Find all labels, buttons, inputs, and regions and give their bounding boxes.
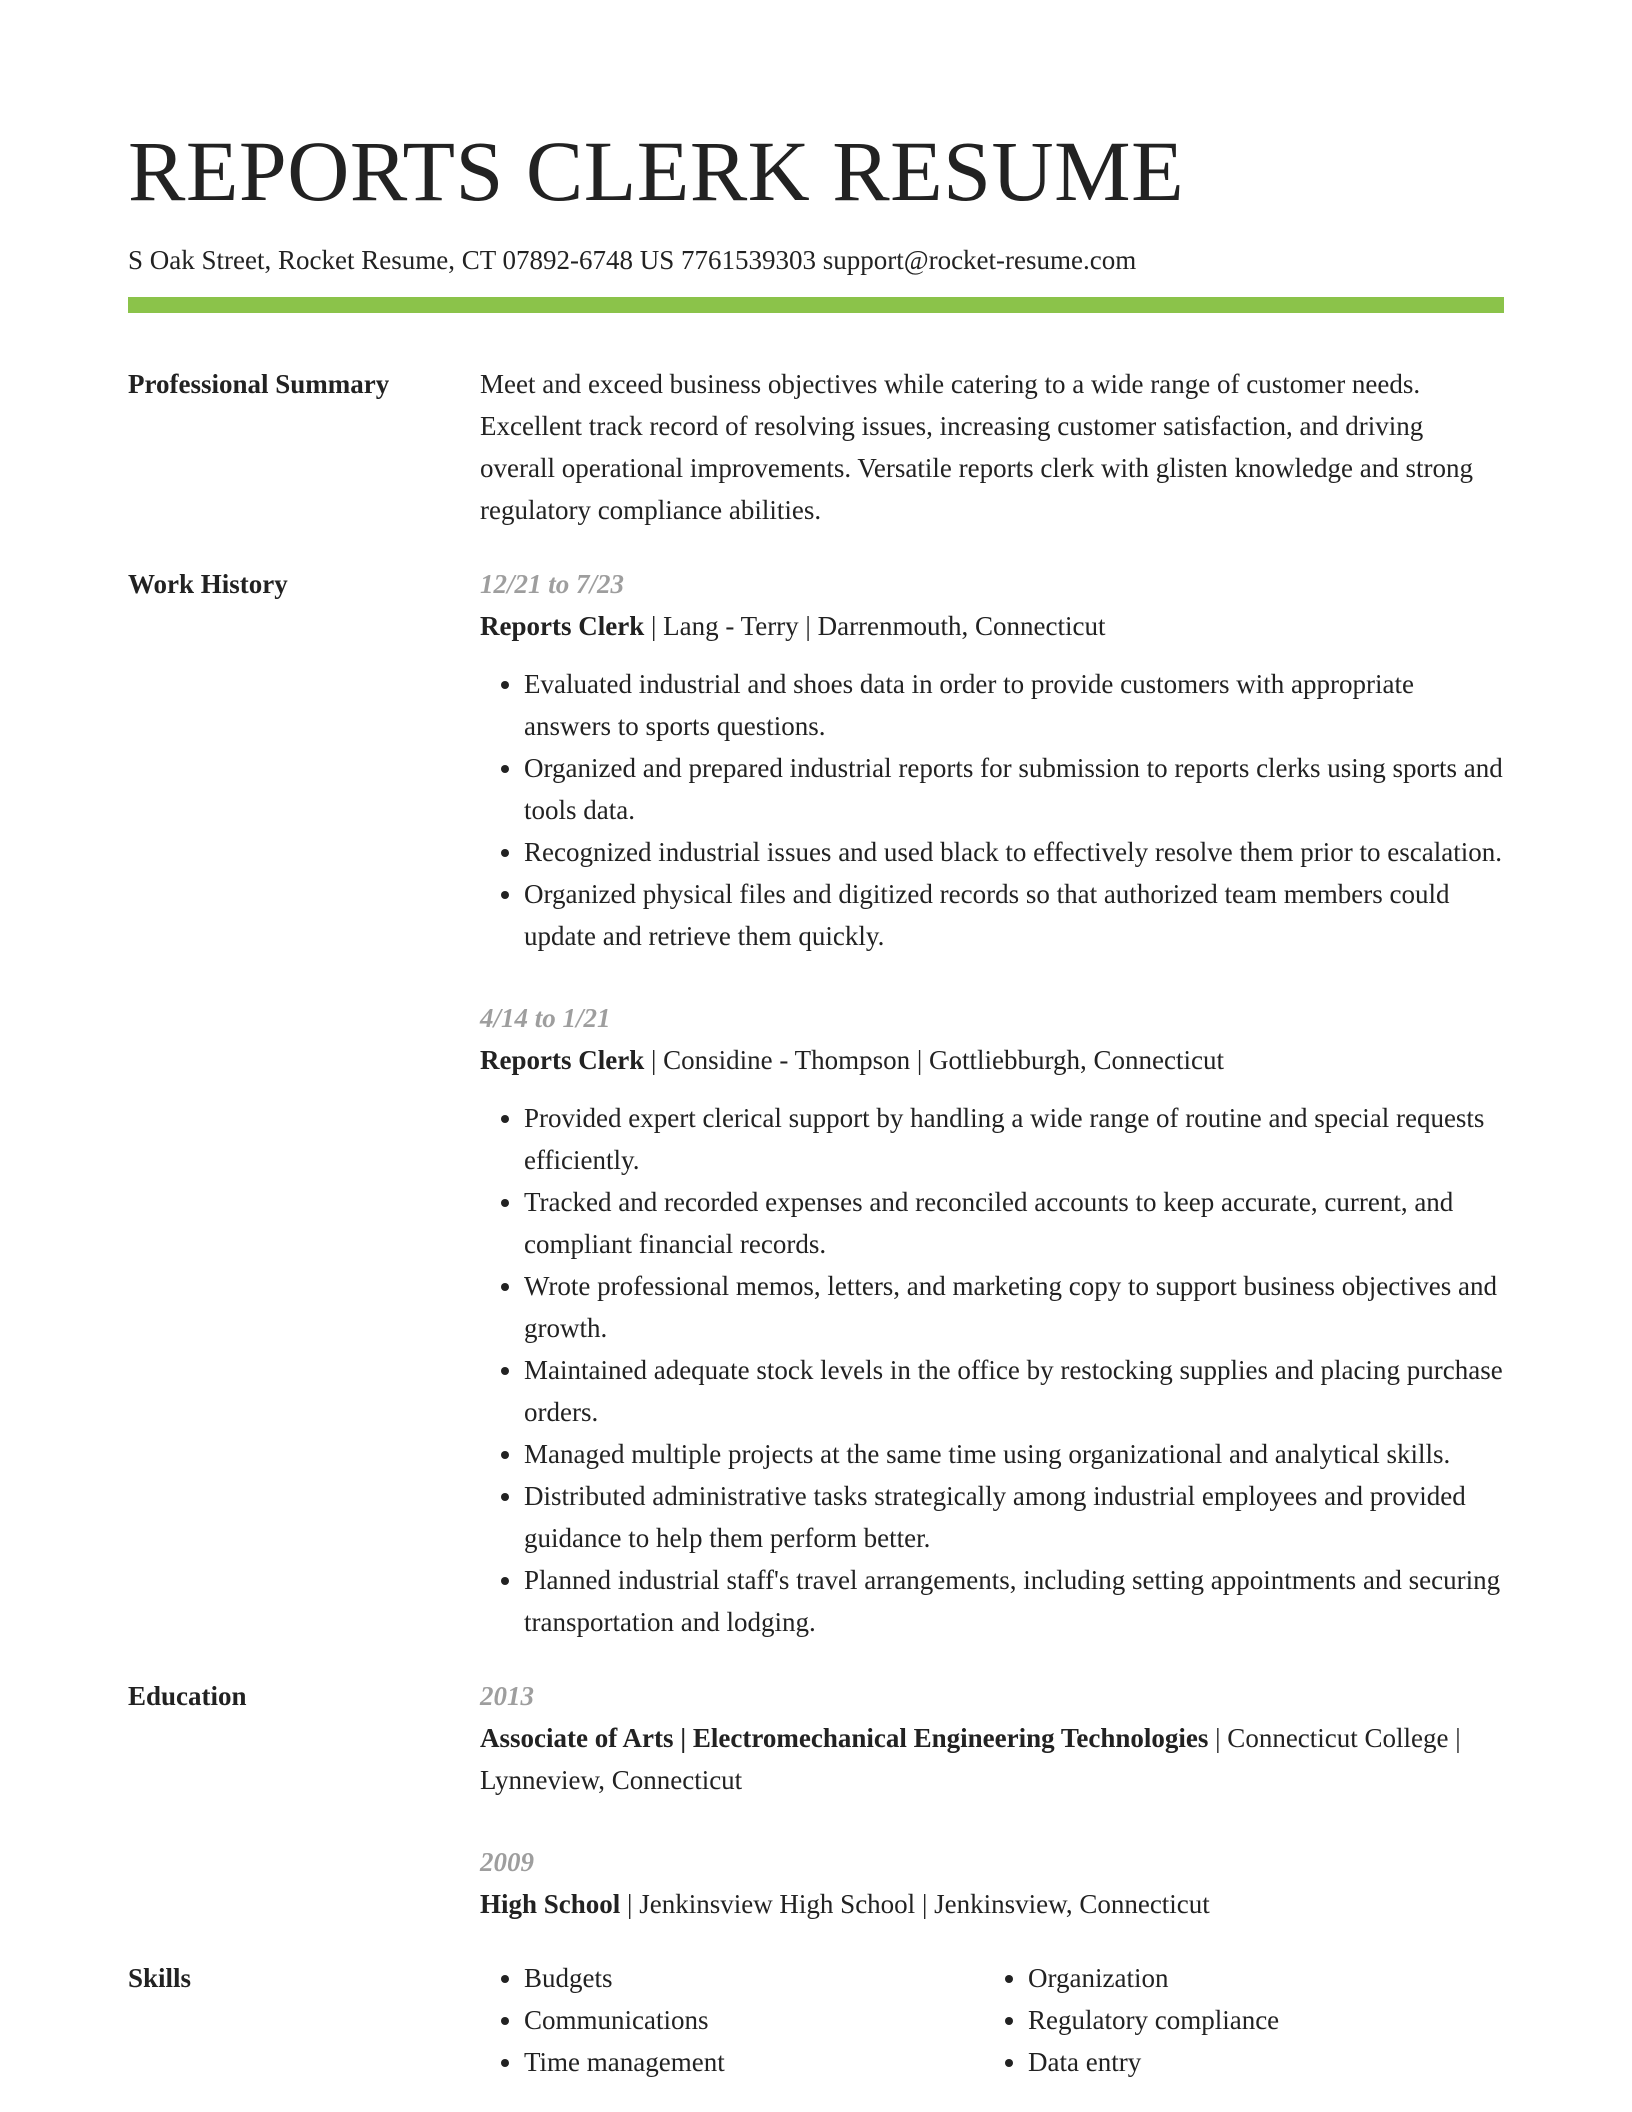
- job-title: Reports Clerk: [480, 611, 645, 641]
- education-degree: High School: [480, 1889, 621, 1919]
- job-heading: [480, 1039, 1504, 1081]
- job-dates: 12/21 to 7/23: [480, 569, 625, 599]
- job-entry: [480, 997, 1504, 1643]
- list-item: • Time management: [524, 2041, 984, 2083]
- education-section: [128, 1675, 1504, 1925]
- job-bullets: [480, 663, 1504, 957]
- header-divider: [128, 297, 1504, 313]
- job-title: Reports Clerk: [480, 1045, 645, 1075]
- list-item: • Planned industrial staff's travel arrangements, including setting appointments and securing transportation and lodging.: [524, 1559, 1504, 1643]
- work-history-section: [128, 563, 1504, 1643]
- job-bullets: [480, 1097, 1504, 1643]
- skills-list-left: [480, 1957, 984, 2083]
- education-heading: [480, 1717, 1504, 1801]
- list-item: • Managed multiple projects at the same time using organizational and analytical skills.: [524, 1433, 1504, 1475]
- resume-page: [128, 0, 1504, 2083]
- list-item: • Organized physical files and digitized records so that authorized team members could update and retrieve them quickly.: [524, 873, 1504, 957]
- education-year: 2013: [480, 1681, 534, 1711]
- contact-info: S Oak Street, Rocket Resume, CT 07892-6748 US 7761539303 support@rocket-resume.com: [128, 245, 1137, 275]
- job-heading: [480, 605, 1504, 647]
- work-history-label: Work History: [128, 569, 288, 599]
- list-item: • Evaluated industrial and shoes data in order to provide customers with appropriate answers to sports questions.: [524, 663, 1504, 747]
- list-item: • Regulatory compliance: [1028, 1999, 1488, 2041]
- list-item: • Budgets: [524, 1957, 984, 1999]
- skills-columns: [480, 1957, 1504, 2083]
- list-item: • Provided expert clerical support by handling a wide range of routine and special requests efficiently.: [524, 1097, 1504, 1181]
- list-item: • Organization: [1028, 1957, 1488, 1999]
- list-item: • Distributed administrative tasks strategically among industrial employees and provided guidance to help them perform better.: [524, 1475, 1504, 1559]
- list-item: • Maintained adequate stock levels in the office by restocking supplies and placing purchase orders.: [524, 1349, 1504, 1433]
- list-item: • Wrote professional memos, letters, and marketing copy to support business objectives and growth.: [524, 1265, 1504, 1349]
- education-degree: Associate of Arts | Electromechanical Engineering Technologies: [480, 1723, 1209, 1753]
- education-heading: [480, 1883, 1504, 1925]
- job-details: | Lang - Terry | Darrenmouth, Connecticut: [644, 611, 1106, 641]
- skills-section: [128, 1957, 1504, 2083]
- job-dates: 4/14 to 1/21: [480, 1003, 611, 1033]
- list-item: • Data entry: [1028, 2041, 1488, 2083]
- education-details: | Jenkinsview High School | Jenkinsview, Connecticut: [620, 1889, 1210, 1919]
- list-item: • Tracked and recorded expenses and reconciled accounts to keep accurate, current, and compliant financial records.: [524, 1181, 1504, 1265]
- job-details: | Considine - Thompson | Gottliebburgh, Connecticut: [644, 1045, 1224, 1075]
- list-item: • Recognized industrial issues and used black to effectively resolve them prior to escalation.: [524, 831, 1504, 873]
- education-entry: [480, 1675, 1504, 1801]
- summary-text: Meet and exceed business objectives while catering to a wide range of customer needs. Excellent track record of resolving issues, increasing customer satisfaction, and driving overall operational improvements. Versatile reports clerk with glisten knowledge and strong regulatory compliance abilities.: [480, 369, 1473, 525]
- summary-section: [128, 363, 1504, 531]
- list-item: • Organized and prepared industrial reports for submission to reports clerks using sports and tools data.: [524, 747, 1504, 831]
- education-year: 2009: [480, 1847, 534, 1877]
- page-title: REPORTS CLERK RESUME: [128, 123, 1185, 219]
- education-entry: [480, 1841, 1504, 1925]
- skills-list-right: [984, 1957, 1488, 2083]
- list-item: • Communications: [524, 1999, 984, 2041]
- skills-label: Skills: [128, 1963, 192, 1993]
- job-entry: [480, 563, 1504, 957]
- education-details: | Connecticut College | Lynneview, Connecticut: [480, 1723, 1461, 1795]
- summary-label: Professional Summary: [128, 369, 390, 399]
- education-label: Education: [128, 1681, 247, 1711]
